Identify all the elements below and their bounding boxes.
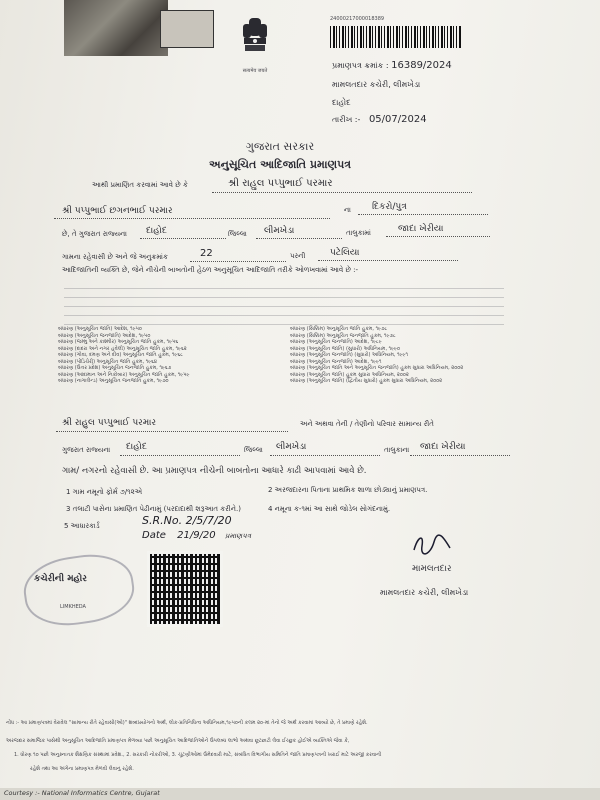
district-label: જિલ્લા [228,230,247,238]
list-item: બંધારણ (અનુસૂચિત જનજાતિ) આદેશ, ૧૯૯૧ [290,358,382,365]
footer-courtesy: Courtesy :- National Informatics Centre, Gujarat [4,789,160,797]
barcode [330,26,462,48]
list-item: બંધારણ (અનુસૂચિત જનજાતિ) (સુધારો) અધિનિયમ, ૧૯૯૧ [290,352,408,358]
document-item-2: 2 અરજદારના પિતાના પ્રાથમિક શાળા છોડ્યાનું પ્રમાણપત્ર. [268,486,428,494]
emblem-caption: सत्यमेव जयते [242,68,268,74]
relation-label: ના [344,206,351,214]
village-name: જાદા ખેરીયા [398,224,444,234]
issuing-office: મામલતદાર કચેરી, લીમખેડા [332,80,421,89]
footer-note-1: નોંધ :- આ પ્રમાણપત્રમાં વેરાવેલ "સામાન્ય રીતે રહેવાસી(ઓ)" શબ્દપ્રયોગનો અર્થ, લોક-પ્રતિનિધિત્વ અધિનિયમ,૧૯૫૦ની કલમ ૨૦-માં તેનો જે અર્થ કરવામાં આવ્યો છે, તે પ્રમાણે રહેશે. [6,720,368,726]
office-stamp-sub: LIMKHEDA [60,604,86,610]
taluka-name: લીમખેડા [264,226,295,236]
village-serial-line: ગામના રહેવાસી છે અને જે અનુક્રમાંક [62,253,168,261]
list-item: બંધારણ (સિક્કિમ) અનુસૂચિત જનજાતિ હુકમ, ૧૯૭૮ [290,332,396,339]
attached-photo [64,0,168,56]
acts-preamble [64,280,504,327]
handwritten-sr-number: S.R.No. 2/5/7/20 [142,514,232,527]
list-item: બંધારણ (અનુસૂચિત જાતિ) આદેશ, ૧૯૫૦ [58,326,142,332]
list-item: બંધારણ (અનુસૂચિત જનજાતિ) આદેશ, ૧૯૮૯ [290,339,382,345]
list-item: બંધારણ (દાદરા અને નગર હવેલી) અનુસૂચિત જાતિ હુકમ, ૧૯૬૨ [58,345,187,352]
list-item: બંધારણ (અનુસૂચિત જાતિ) હુકમ સુધારા અધિનિયમ, ૨૦૦૨ [290,371,409,378]
list-item: બંધારણ (આંદામાન અને નિકોબાર) અનુસૂચિત જાતિ હુકમ, ૧૯૫૯ [58,371,190,378]
office-seal [20,549,138,632]
signatory-designation: મામલતદાર [412,564,452,574]
certificate-title: અનુસૂચિત આદિજાતિ પ્રમાણપત્ર [208,158,352,171]
certificate-number: 16389/2024 [391,60,452,71]
state-line: છે, તે ગુજરાત રાજ્યના [62,230,127,238]
serial-number: 22 [200,248,213,259]
list-item: બંધારણ (જમ્મુ અને કાશ્મીર) અનુસૂચિત જાતિ હુકમ, ૧૯૫૬ [58,339,179,345]
handwritten-note: પ્રમાણપત્ર [224,532,251,540]
tribe-line: આદિજાતિની વ્યક્તિ છે, જેને નીચેની બાબતોની હેઠળ અનુસૂચિત આદિજાતિ તરીકે ઓળખવામાં આવે છે :- [62,266,359,274]
document-item-3: 3 તલાટી પાસેના પ્રમાણિત પેઢીનામું (પરદાદાથી શરૂઆત કરીને.) [66,505,241,513]
qr-code [147,551,223,627]
footer-note-3: 1. ધોરણ ૧૦ પછી અનુસ્નાતક શૈક્ષણિક સંસ્થામાં પ્રવેશ., 2. સરકારી નોકરીઓ, 3. ચૂંટણીઓમાં ઉમેદવારી માટે, સંબંધિત વિભાગીય સમિતિને જાતિ પ્રમાણપત્રની ખરાઈ માટે અરજી કરવાની [14,752,382,758]
certify-line: આથી પ્રમાણિત કરવામાં આવે છે કે [92,181,188,189]
issue-date: 05/07/2024 [368,114,427,125]
resident-state: ગુજરાત રાજ્યના [62,446,111,454]
document-item-1: 1 ગામ નમૂનો ફોર્મ ૭/૧૨એ [66,488,143,496]
issuing-district: દાહોદ [332,98,351,107]
resident-village: જાદા ખેરીયા [420,442,466,452]
handwritten-date-label: Date [142,530,166,541]
certificate-number-row [332,60,452,71]
ashoka-emblem-icon [235,14,275,66]
resident-taluka: લીમખેડા [276,442,307,452]
certificate-number-label: પ્રમાણપત્ર ક્રમાંક : [332,61,389,70]
list-item: બંધારણ (પોંડિચેરી) અનુસૂચિત જાતિ હુકમ, ૧૯૬૪ [58,358,158,365]
handwritten-date: 21/9/20 [177,530,216,541]
list-item: બંધારણ (સિક્કિમ) અનુસૂચિત જાતિ હુકમ, ૧૯૭૮ [290,326,388,332]
issue-date-label: તારીખ :- [332,115,361,124]
list-item: બંધારણ (નાગાલેન્ડ) અનુસૂચિત જનજાતિ હુકમ, ૧૯૭૦ [58,378,169,384]
resident-name: શ્રી રાહુલ પપ્પુભાઈ પરમાર [62,418,157,428]
office-stamp-text: કચેરીની મહોર [34,574,87,584]
resident-district: દાહોદ [126,442,147,452]
signatory-office: મામલતદાર કચેરી, લીમખેડા [380,588,469,597]
taluka-label: તાલુકામાં [346,229,371,237]
orders-left-list [58,326,278,385]
caste-label: પરની [290,252,306,260]
father-name: શ્રી પપ્પુભાઈ છગનભાઈ પરમાર [62,206,173,216]
resident-district-label: જિલ્લા [244,446,263,454]
document-item-4: 4 નમૂના ક-૧માં આ સાથે જોડેલ સોગંદનામું. [268,505,391,513]
relation: દિકરો/પુત્ર [372,202,407,212]
footer-note-4: રહેશે તથા આ અંગેના પ્રમાણપત્ર મેળવી લેવાનું રહેશે. [30,766,134,772]
list-item: બંધારણ (અનુસૂચિત જનજાતિ) આદેશ, ૧૯૫૦ [58,332,151,339]
list-item: બંધારણ (અનુસૂચિત જાતિ) (દ્વિતીય સુધારો) હુકમ સુધારા અધિનિયમ, ૨૦૦૨ [290,378,443,384]
document-item-5: 5 આધારકાર્ડ [64,522,100,530]
issue-date-row [332,114,427,125]
applicant-name: શ્રી રાહુલ પપ્પુભાઈ પરમાર [228,178,333,189]
list-item: બંધારણ (ગોવા, દમણ અને દીવ) અનુસૂચિત જાતિ હુકમ, ૧૯૬૮ [58,352,183,358]
government-title: ગુજરાત સરકાર [245,140,315,153]
list-item: બંધારણ (ઉત્તર પ્રદેશ) અનુસૂચિત જનજાતિ હુકમ, ૧૯૬૭ [58,365,172,371]
footer-note-2: અરજદાર સમાજિક પાસેથી અનુસૂચિત આદિજાતિ પ્રમાણપત્ર મેળવ્યા પછી અનુસૂચિત આદિજાતિઓને ઉપલબ્ધ લાભો અથવા છૂટછાટો લેવા ઈચ્છુક હોઈએ વ્યક્તિએ જેવા કે, [6,738,350,744]
officer-signature-icon [410,530,454,560]
caste-name: પટેલિયા [330,248,360,258]
handwritten-date-row [142,530,251,541]
district-name: દાહોદ [146,226,167,236]
orders-right-list [290,326,520,385]
barcode-number: 24000217000018389 [330,16,385,22]
resident-suffix: અને અથવા તેની / તેણીનો પરિવાર સામાન્ય રીતે [300,420,434,428]
list-item: બંધારણ (અનુસૂચિત જાતિ) (સુધારો) અધિનિયમ, ૧૯૯૦ [290,345,401,352]
list-item: બંધારણ (અનુસૂચિત જાતિ અને અનુસૂચિત જનજાતિ) હુકમ સુધારા અધિનિયમ, ૨૦૦૨ [290,365,464,371]
resident-taluka-label: તાલુકાના [384,446,410,454]
residence-basis-line: ગામ/ નગરનો રહેવાસી છે. આ પ્રમાણપત્ર નીચેની બાબતોના આધારે કાઢી આપવામાં આવે છે. [62,466,367,476]
